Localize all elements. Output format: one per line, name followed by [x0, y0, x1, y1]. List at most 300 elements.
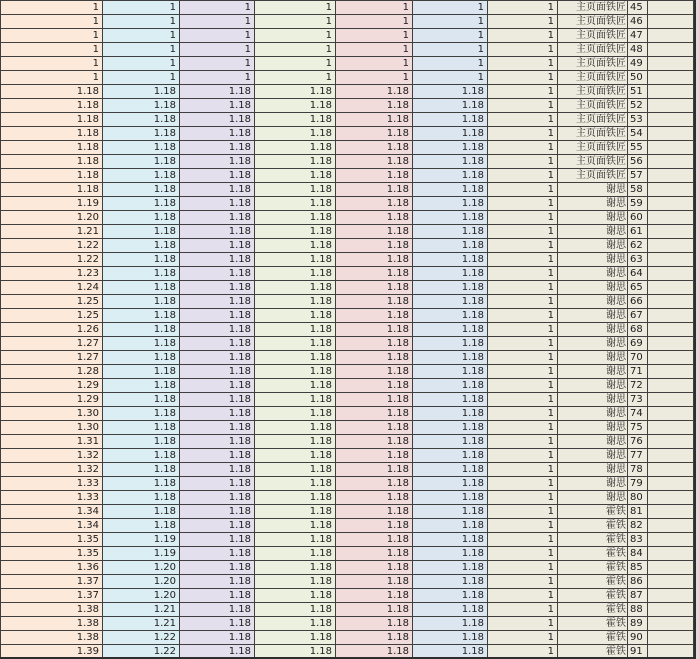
value-cell-col3[interactable]: 1.18 — [180, 127, 255, 141]
row-number-cell[interactable]: 61 — [628, 225, 648, 239]
value-cell-col3[interactable]: 1.18 — [180, 603, 255, 617]
row-number-cell[interactable]: 77 — [628, 449, 648, 463]
name-cell[interactable]: 霍铁 — [558, 519, 628, 533]
value-cell-col4[interactable]: 1.18 — [255, 435, 336, 449]
name-cell[interactable]: 霍铁 — [558, 617, 628, 631]
value-cell-col7[interactable]: 1 — [488, 169, 558, 183]
value-cell-col3[interactable]: 1.18 — [180, 253, 255, 267]
value-cell-col5[interactable]: 1.18 — [336, 407, 413, 421]
row-number-cell[interactable]: 74 — [628, 407, 648, 421]
value-cell-col4[interactable]: 1.18 — [255, 225, 336, 239]
row-number-cell[interactable]: 54 — [628, 127, 648, 141]
value-cell-col1[interactable]: 1.30 — [1, 407, 103, 421]
empty-cell[interactable] — [648, 617, 694, 631]
value-cell-col2[interactable]: 1.18 — [103, 323, 180, 337]
value-cell-col1[interactable]: 1.38 — [1, 603, 103, 617]
value-cell-col1[interactable]: 1.27 — [1, 337, 103, 351]
value-cell-col7[interactable]: 1 — [488, 15, 558, 29]
value-cell-col6[interactable]: 1.18 — [413, 351, 488, 365]
empty-cell[interactable] — [648, 505, 694, 519]
value-cell-col5[interactable]: 1.18 — [336, 505, 413, 519]
value-cell-col7[interactable]: 1 — [488, 631, 558, 645]
name-cell[interactable]: 霍铁 — [558, 645, 628, 659]
row-number-cell[interactable]: 70 — [628, 351, 648, 365]
value-cell-col5[interactable]: 1.18 — [336, 211, 413, 225]
value-cell-col7[interactable]: 1 — [488, 645, 558, 659]
value-cell-col1[interactable]: 1.19 — [1, 197, 103, 211]
value-cell-col5[interactable]: 1.18 — [336, 281, 413, 295]
name-cell[interactable]: 霍铁 — [558, 561, 628, 575]
value-cell-col7[interactable]: 1 — [488, 519, 558, 533]
value-cell-col4[interactable]: 1.18 — [255, 505, 336, 519]
value-cell-col4[interactable]: 1 — [255, 71, 336, 85]
value-cell-col6[interactable]: 1.18 — [413, 379, 488, 393]
value-cell-col2[interactable]: 1.18 — [103, 281, 180, 295]
name-cell[interactable]: 主页面铁匠 — [558, 155, 628, 169]
value-cell-col6[interactable]: 1.18 — [413, 491, 488, 505]
value-cell-col7[interactable]: 1 — [488, 155, 558, 169]
value-cell-col6[interactable]: 1.18 — [413, 603, 488, 617]
empty-cell[interactable] — [648, 631, 694, 645]
value-cell-col4[interactable]: 1 — [255, 1, 336, 15]
value-cell-col2[interactable]: 1.18 — [103, 491, 180, 505]
empty-cell[interactable] — [648, 71, 694, 85]
value-cell-col5[interactable]: 1.18 — [336, 239, 413, 253]
value-cell-col4[interactable]: 1 — [255, 43, 336, 57]
value-cell-col5[interactable]: 1.18 — [336, 603, 413, 617]
value-cell-col5[interactable]: 1.18 — [336, 183, 413, 197]
value-cell-col6[interactable]: 1 — [413, 43, 488, 57]
row-number-cell[interactable]: 86 — [628, 575, 648, 589]
value-cell-col4[interactable]: 1.18 — [255, 407, 336, 421]
value-cell-col5[interactable]: 1.18 — [336, 127, 413, 141]
value-cell-col2[interactable]: 1.18 — [103, 99, 180, 113]
value-cell-col3[interactable]: 1 — [180, 43, 255, 57]
empty-cell[interactable] — [648, 169, 694, 183]
value-cell-col1[interactable]: 1.37 — [1, 589, 103, 603]
value-cell-col5[interactable]: 1.18 — [336, 463, 413, 477]
name-cell[interactable]: 谢思 — [558, 211, 628, 225]
value-cell-col7[interactable]: 1 — [488, 505, 558, 519]
value-cell-col6[interactable]: 1.18 — [413, 407, 488, 421]
value-cell-col1[interactable]: 1.32 — [1, 449, 103, 463]
row-number-cell[interactable]: 48 — [628, 43, 648, 57]
value-cell-col1[interactable]: 1.18 — [1, 141, 103, 155]
empty-cell[interactable] — [648, 407, 694, 421]
empty-cell[interactable] — [648, 57, 694, 71]
empty-cell[interactable] — [648, 225, 694, 239]
empty-cell[interactable] — [648, 449, 694, 463]
row-number-cell[interactable]: 82 — [628, 519, 648, 533]
value-cell-col5[interactable]: 1.18 — [336, 197, 413, 211]
value-cell-col6[interactable]: 1.18 — [413, 127, 488, 141]
empty-cell[interactable] — [648, 281, 694, 295]
value-cell-col6[interactable]: 1.18 — [413, 197, 488, 211]
row-number-cell[interactable]: 69 — [628, 337, 648, 351]
value-cell-col2[interactable]: 1.18 — [103, 463, 180, 477]
name-cell[interactable]: 谢思 — [558, 407, 628, 421]
value-cell-col7[interactable]: 1 — [488, 309, 558, 323]
name-cell[interactable]: 主页面铁匠 — [558, 15, 628, 29]
row-number-cell[interactable]: 52 — [628, 99, 648, 113]
value-cell-col4[interactable]: 1.18 — [255, 141, 336, 155]
value-cell-col1[interactable]: 1.26 — [1, 323, 103, 337]
value-cell-col6[interactable]: 1.18 — [413, 631, 488, 645]
value-cell-col7[interactable]: 1 — [488, 197, 558, 211]
empty-cell[interactable] — [648, 463, 694, 477]
value-cell-col6[interactable]: 1.18 — [413, 323, 488, 337]
name-cell[interactable]: 谢思 — [558, 365, 628, 379]
value-cell-col2[interactable]: 1.18 — [103, 505, 180, 519]
value-cell-col3[interactable]: 1 — [180, 15, 255, 29]
value-cell-col5[interactable]: 1 — [336, 29, 413, 43]
value-cell-col1[interactable]: 1.25 — [1, 295, 103, 309]
value-cell-col4[interactable]: 1.18 — [255, 281, 336, 295]
value-cell-col6[interactable]: 1.18 — [413, 267, 488, 281]
empty-cell[interactable] — [648, 239, 694, 253]
value-cell-col1[interactable]: 1.33 — [1, 491, 103, 505]
value-cell-col4[interactable]: 1.18 — [255, 267, 336, 281]
value-cell-col6[interactable]: 1.18 — [413, 519, 488, 533]
value-cell-col2[interactable]: 1.18 — [103, 477, 180, 491]
value-cell-col2[interactable]: 1.18 — [103, 127, 180, 141]
value-cell-col2[interactable]: 1.18 — [103, 421, 180, 435]
value-cell-col5[interactable]: 1.18 — [336, 561, 413, 575]
value-cell-col3[interactable]: 1 — [180, 71, 255, 85]
row-number-cell[interactable]: 75 — [628, 421, 648, 435]
value-cell-col7[interactable]: 1 — [488, 435, 558, 449]
value-cell-col5[interactable]: 1.18 — [336, 589, 413, 603]
value-cell-col3[interactable]: 1.18 — [180, 309, 255, 323]
value-cell-col1[interactable]: 1.18 — [1, 85, 103, 99]
name-cell[interactable]: 谢思 — [558, 225, 628, 239]
row-number-cell[interactable]: 73 — [628, 393, 648, 407]
name-cell[interactable]: 主页面铁匠 — [558, 71, 628, 85]
value-cell-col7[interactable]: 1 — [488, 547, 558, 561]
value-cell-col5[interactable]: 1.18 — [336, 113, 413, 127]
value-cell-col7[interactable]: 1 — [488, 421, 558, 435]
name-cell[interactable]: 主页面铁匠 — [558, 127, 628, 141]
value-cell-col2[interactable]: 1.18 — [103, 169, 180, 183]
value-cell-col3[interactable]: 1.18 — [180, 547, 255, 561]
row-number-cell[interactable]: 87 — [628, 589, 648, 603]
row-number-cell[interactable]: 55 — [628, 141, 648, 155]
value-cell-col3[interactable]: 1 — [180, 29, 255, 43]
value-cell-col7[interactable]: 1 — [488, 323, 558, 337]
value-cell-col6[interactable]: 1 — [413, 29, 488, 43]
name-cell[interactable]: 霍铁 — [558, 505, 628, 519]
value-cell-col5[interactable]: 1.18 — [336, 295, 413, 309]
empty-cell[interactable] — [648, 309, 694, 323]
empty-cell[interactable] — [648, 603, 694, 617]
name-cell[interactable]: 谢思 — [558, 253, 628, 267]
value-cell-col1[interactable]: 1 — [1, 1, 103, 15]
value-cell-col3[interactable]: 1.18 — [180, 85, 255, 99]
value-cell-col2[interactable]: 1.18 — [103, 253, 180, 267]
value-cell-col3[interactable]: 1.18 — [180, 379, 255, 393]
value-cell-col6[interactable]: 1.18 — [413, 85, 488, 99]
value-cell-col1[interactable]: 1.38 — [1, 617, 103, 631]
row-number-cell[interactable]: 47 — [628, 29, 648, 43]
empty-cell[interactable] — [648, 547, 694, 561]
value-cell-col2[interactable]: 1.19 — [103, 533, 180, 547]
value-cell-col2[interactable]: 1.20 — [103, 561, 180, 575]
value-cell-col6[interactable]: 1.18 — [413, 533, 488, 547]
value-cell-col5[interactable]: 1.18 — [336, 225, 413, 239]
value-cell-col7[interactable]: 1 — [488, 267, 558, 281]
value-cell-col1[interactable]: 1.34 — [1, 519, 103, 533]
value-cell-col4[interactable]: 1.18 — [255, 197, 336, 211]
value-cell-col1[interactable]: 1.34 — [1, 505, 103, 519]
value-cell-col5[interactable]: 1.18 — [336, 267, 413, 281]
empty-cell[interactable] — [648, 127, 694, 141]
row-number-cell[interactable]: 85 — [628, 561, 648, 575]
value-cell-col1[interactable]: 1.28 — [1, 365, 103, 379]
value-cell-col6[interactable]: 1.18 — [413, 113, 488, 127]
value-cell-col2[interactable]: 1.18 — [103, 225, 180, 239]
value-cell-col4[interactable]: 1.18 — [255, 477, 336, 491]
row-number-cell[interactable]: 53 — [628, 113, 648, 127]
value-cell-col3[interactable]: 1.18 — [180, 589, 255, 603]
value-cell-col1[interactable]: 1.18 — [1, 155, 103, 169]
value-cell-col2[interactable]: 1.18 — [103, 365, 180, 379]
name-cell[interactable]: 主页面铁匠 — [558, 169, 628, 183]
row-number-cell[interactable]: 63 — [628, 253, 648, 267]
value-cell-col3[interactable]: 1 — [180, 1, 255, 15]
value-cell-col5[interactable]: 1.18 — [336, 379, 413, 393]
empty-cell[interactable] — [648, 295, 694, 309]
value-cell-col5[interactable]: 1 — [336, 71, 413, 85]
empty-cell[interactable] — [648, 43, 694, 57]
value-cell-col1[interactable]: 1.18 — [1, 113, 103, 127]
value-cell-col2[interactable]: 1 — [103, 1, 180, 15]
value-cell-col3[interactable]: 1.18 — [180, 281, 255, 295]
value-cell-col7[interactable]: 1 — [488, 575, 558, 589]
value-cell-col3[interactable]: 1.18 — [180, 449, 255, 463]
name-cell[interactable]: 主页面铁匠 — [558, 43, 628, 57]
value-cell-col3[interactable]: 1.18 — [180, 491, 255, 505]
value-cell-col4[interactable]: 1.18 — [255, 421, 336, 435]
value-cell-col2[interactable]: 1 — [103, 15, 180, 29]
row-number-cell[interactable]: 60 — [628, 211, 648, 225]
value-cell-col4[interactable]: 1.18 — [255, 393, 336, 407]
empty-cell[interactable] — [648, 351, 694, 365]
value-cell-col4[interactable]: 1.18 — [255, 99, 336, 113]
row-number-cell[interactable]: 62 — [628, 239, 648, 253]
row-number-cell[interactable]: 56 — [628, 155, 648, 169]
name-cell[interactable]: 谢思 — [558, 491, 628, 505]
value-cell-col6[interactable]: 1 — [413, 15, 488, 29]
value-cell-col3[interactable]: 1.18 — [180, 421, 255, 435]
empty-cell[interactable] — [648, 183, 694, 197]
value-cell-col7[interactable]: 1 — [488, 281, 558, 295]
value-cell-col6[interactable]: 1.18 — [413, 225, 488, 239]
value-cell-col1[interactable]: 1.31 — [1, 435, 103, 449]
value-cell-col3[interactable]: 1.18 — [180, 617, 255, 631]
value-cell-col5[interactable]: 1.18 — [336, 491, 413, 505]
empty-cell[interactable] — [648, 533, 694, 547]
value-cell-col6[interactable]: 1.18 — [413, 295, 488, 309]
value-cell-col4[interactable]: 1.18 — [255, 379, 336, 393]
value-cell-col5[interactable]: 1.18 — [336, 337, 413, 351]
value-cell-col5[interactable]: 1.18 — [336, 631, 413, 645]
row-number-cell[interactable]: 71 — [628, 365, 648, 379]
value-cell-col7[interactable]: 1 — [488, 1, 558, 15]
value-cell-col3[interactable]: 1.18 — [180, 645, 255, 659]
value-cell-col1[interactable]: 1.20 — [1, 211, 103, 225]
name-cell[interactable]: 谢思 — [558, 393, 628, 407]
empty-cell[interactable] — [648, 561, 694, 575]
value-cell-col1[interactable]: 1.22 — [1, 239, 103, 253]
value-cell-col2[interactable]: 1.20 — [103, 575, 180, 589]
value-cell-col6[interactable]: 1.18 — [413, 505, 488, 519]
value-cell-col6[interactable]: 1.18 — [413, 183, 488, 197]
value-cell-col1[interactable]: 1.25 — [1, 309, 103, 323]
value-cell-col4[interactable]: 1.18 — [255, 547, 336, 561]
value-cell-col4[interactable]: 1.18 — [255, 211, 336, 225]
empty-cell[interactable] — [648, 575, 694, 589]
value-cell-col1[interactable]: 1 — [1, 43, 103, 57]
value-cell-col6[interactable]: 1.18 — [413, 463, 488, 477]
value-cell-col4[interactable]: 1.18 — [255, 253, 336, 267]
value-cell-col2[interactable]: 1.18 — [103, 267, 180, 281]
value-cell-col2[interactable]: 1.22 — [103, 631, 180, 645]
value-cell-col7[interactable]: 1 — [488, 491, 558, 505]
value-cell-col2[interactable]: 1.18 — [103, 239, 180, 253]
value-cell-col6[interactable]: 1.18 — [413, 589, 488, 603]
row-number-cell[interactable]: 72 — [628, 379, 648, 393]
value-cell-col1[interactable]: 1.33 — [1, 477, 103, 491]
row-number-cell[interactable]: 83 — [628, 533, 648, 547]
name-cell[interactable]: 谢思 — [558, 309, 628, 323]
value-cell-col4[interactable]: 1.18 — [255, 365, 336, 379]
value-cell-col1[interactable]: 1 — [1, 57, 103, 71]
value-cell-col1[interactable]: 1.35 — [1, 547, 103, 561]
value-cell-col3[interactable]: 1.18 — [180, 169, 255, 183]
value-cell-col6[interactable]: 1.18 — [413, 211, 488, 225]
value-cell-col3[interactable]: 1.18 — [180, 197, 255, 211]
value-cell-col1[interactable]: 1.35 — [1, 533, 103, 547]
value-cell-col5[interactable]: 1.18 — [336, 449, 413, 463]
value-cell-col2[interactable]: 1.18 — [103, 309, 180, 323]
empty-cell[interactable] — [648, 197, 694, 211]
value-cell-col7[interactable]: 1 — [488, 239, 558, 253]
value-cell-col6[interactable]: 1.18 — [413, 547, 488, 561]
row-number-cell[interactable]: 76 — [628, 435, 648, 449]
value-cell-col3[interactable]: 1.18 — [180, 225, 255, 239]
value-cell-col4[interactable]: 1.18 — [255, 113, 336, 127]
value-cell-col4[interactable]: 1 — [255, 29, 336, 43]
row-number-cell[interactable]: 78 — [628, 463, 648, 477]
value-cell-col4[interactable]: 1.18 — [255, 519, 336, 533]
value-cell-col3[interactable]: 1.18 — [180, 141, 255, 155]
name-cell[interactable]: 谢思 — [558, 379, 628, 393]
value-cell-col3[interactable]: 1.18 — [180, 435, 255, 449]
value-cell-col7[interactable]: 1 — [488, 407, 558, 421]
value-cell-col5[interactable]: 1.18 — [336, 253, 413, 267]
value-cell-col5[interactable]: 1.18 — [336, 477, 413, 491]
name-cell[interactable]: 谢思 — [558, 281, 628, 295]
value-cell-col5[interactable]: 1.18 — [336, 351, 413, 365]
value-cell-col2[interactable]: 1.18 — [103, 337, 180, 351]
name-cell[interactable]: 主页面铁匠 — [558, 57, 628, 71]
row-number-cell[interactable]: 88 — [628, 603, 648, 617]
value-cell-col2[interactable]: 1.18 — [103, 449, 180, 463]
value-cell-col6[interactable]: 1.18 — [413, 645, 488, 659]
row-number-cell[interactable]: 68 — [628, 323, 648, 337]
name-cell[interactable]: 谢思 — [558, 477, 628, 491]
value-cell-col6[interactable]: 1.18 — [413, 561, 488, 575]
value-cell-col3[interactable]: 1.18 — [180, 323, 255, 337]
empty-cell[interactable] — [648, 267, 694, 281]
value-cell-col3[interactable]: 1.18 — [180, 113, 255, 127]
value-cell-col3[interactable]: 1.18 — [180, 337, 255, 351]
value-cell-col1[interactable]: 1.24 — [1, 281, 103, 295]
value-cell-col6[interactable]: 1.18 — [413, 617, 488, 631]
value-cell-col6[interactable]: 1.18 — [413, 393, 488, 407]
value-cell-col1[interactable]: 1 — [1, 71, 103, 85]
value-cell-col4[interactable]: 1.18 — [255, 85, 336, 99]
value-cell-col1[interactable]: 1.30 — [1, 421, 103, 435]
empty-cell[interactable] — [648, 155, 694, 169]
value-cell-col5[interactable]: 1.18 — [336, 645, 413, 659]
value-cell-col5[interactable]: 1 — [336, 1, 413, 15]
value-cell-col2[interactable]: 1.18 — [103, 407, 180, 421]
value-cell-col2[interactable]: 1.18 — [103, 519, 180, 533]
value-cell-col6[interactable]: 1 — [413, 1, 488, 15]
value-cell-col4[interactable]: 1.18 — [255, 169, 336, 183]
value-cell-col5[interactable]: 1 — [336, 57, 413, 71]
value-cell-col1[interactable]: 1.22 — [1, 253, 103, 267]
value-cell-col3[interactable]: 1.18 — [180, 351, 255, 365]
empty-cell[interactable] — [648, 1, 694, 15]
value-cell-col7[interactable]: 1 — [488, 183, 558, 197]
name-cell[interactable]: 谢思 — [558, 239, 628, 253]
row-number-cell[interactable]: 46 — [628, 15, 648, 29]
value-cell-col4[interactable]: 1.18 — [255, 337, 336, 351]
value-cell-col6[interactable]: 1.18 — [413, 253, 488, 267]
empty-cell[interactable] — [648, 29, 694, 43]
name-cell[interactable]: 谢思 — [558, 197, 628, 211]
row-number-cell[interactable]: 91 — [628, 645, 648, 659]
value-cell-col2[interactable]: 1.19 — [103, 547, 180, 561]
value-cell-col1[interactable]: 1 — [1, 29, 103, 43]
empty-cell[interactable] — [648, 337, 694, 351]
value-cell-col4[interactable]: 1.18 — [255, 155, 336, 169]
value-cell-col7[interactable]: 1 — [488, 253, 558, 267]
value-cell-col6[interactable]: 1.18 — [413, 477, 488, 491]
value-cell-col5[interactable]: 1.18 — [336, 155, 413, 169]
value-cell-col3[interactable]: 1.18 — [180, 295, 255, 309]
value-cell-col6[interactable]: 1.18 — [413, 281, 488, 295]
value-cell-col3[interactable]: 1.18 — [180, 463, 255, 477]
value-cell-col2[interactable]: 1.18 — [103, 379, 180, 393]
name-cell[interactable]: 谢思 — [558, 421, 628, 435]
value-cell-col6[interactable]: 1.18 — [413, 169, 488, 183]
value-cell-col6[interactable]: 1.18 — [413, 155, 488, 169]
name-cell[interactable]: 谢思 — [558, 295, 628, 309]
value-cell-col2[interactable]: 1.18 — [103, 295, 180, 309]
empty-cell[interactable] — [648, 421, 694, 435]
value-cell-col6[interactable]: 1.18 — [413, 449, 488, 463]
value-cell-col6[interactable]: 1 — [413, 57, 488, 71]
value-cell-col2[interactable]: 1 — [103, 29, 180, 43]
value-cell-col1[interactable]: 1 — [1, 15, 103, 29]
empty-cell[interactable] — [648, 477, 694, 491]
row-number-cell[interactable]: 50 — [628, 71, 648, 85]
value-cell-col5[interactable]: 1.18 — [336, 547, 413, 561]
value-cell-col5[interactable]: 1.18 — [336, 421, 413, 435]
